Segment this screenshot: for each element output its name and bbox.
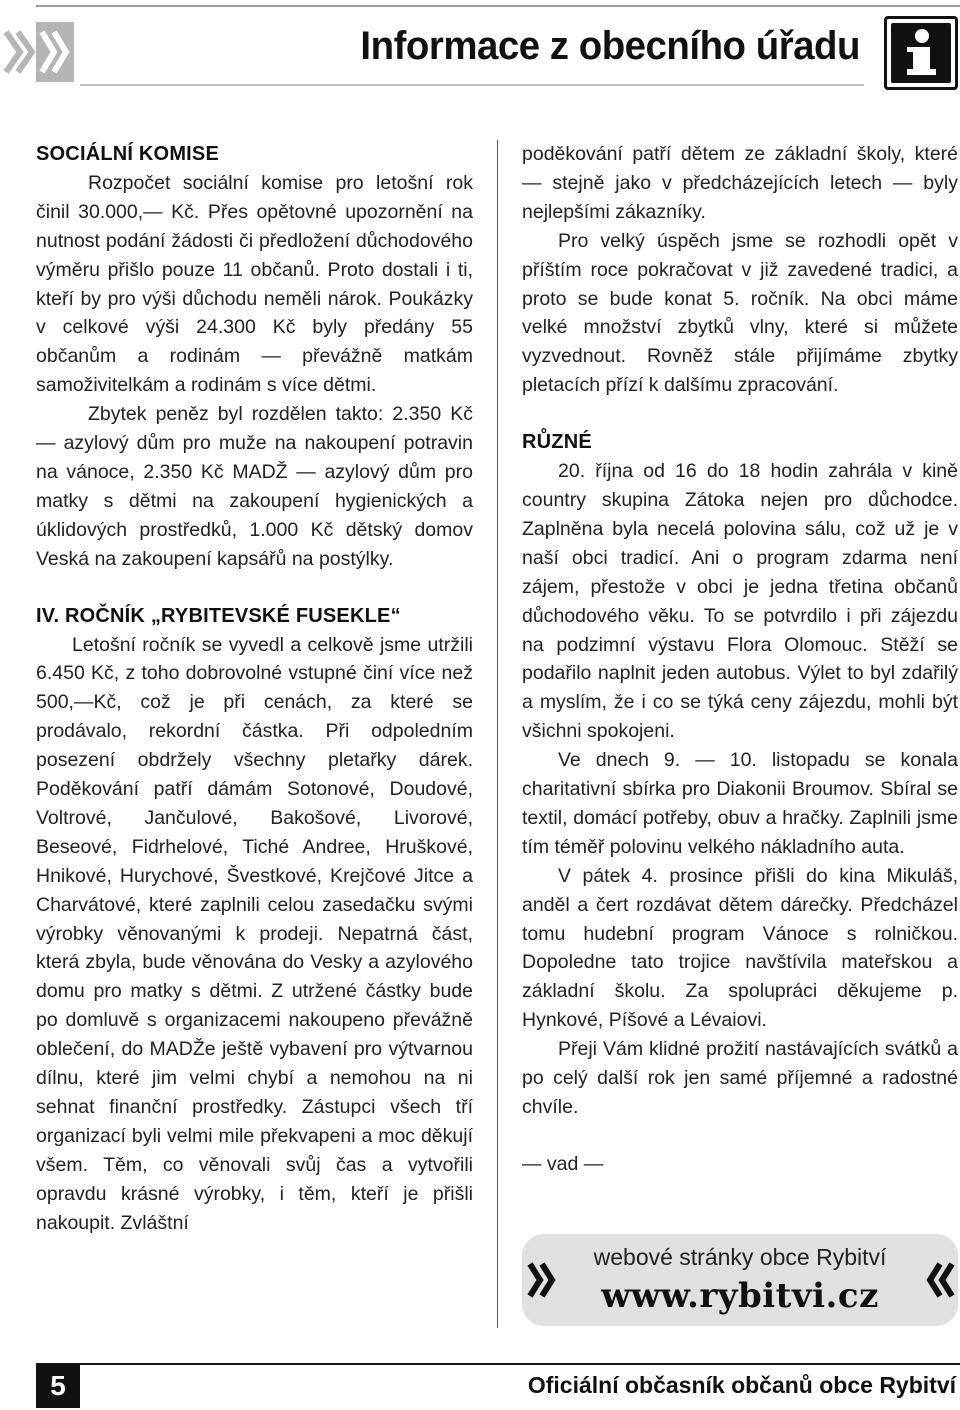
section-heading-social: SOCIÁLNÍ KOMISE — [36, 143, 220, 165]
website-label: webové stránky obce Rybitví — [593, 1244, 887, 1270]
paragraph: V pátek 4. prosince přišli do kina Mikuláš, anděl a čert rozdávat dětem dárečky. Předcházel tomu hudební program Vánoce s rolničkou. Dopoledne tato trojice navštívila mateřskou a základní školu. Za spolupráci děkujeme p. Hynkové, Píšové a Lévaiovi. — [522, 864, 958, 1032]
section-heading-fusekle: IV. ROČNÍK „RYBITEVSKÉ FUSEKLE“ — [36, 604, 401, 627]
paragraph: Letošní ročník se vyvedl a celkově jsme utržili 6.450 Kč, z toho dobrovolné vstupné činí více než 500,—Kč, což je při cenách, za které se prodávalo, rekordní částka. Při odpoledním posezení obdržely všechny pletařky dárek. Poděkování patří dámám Sotonové, Doudové, Voltrové, Jančulové, Bakošové, Livorové, Beseové, Fidrhelové, Tiché Andree, Hruškové, Hnikové, Hurychové, Švestkové, Krejčové Jitce a Charvátové, které zaplnili celou zasedačku svými výrobky věnovanými k prodeji. Nepatrná část, která zbyla, bude věnována do Vesky a azylového domu pro matky s dětmi. Z utržené částky bude po domluvě s organizacemi nakoupeno převážně oblečení, do MADŽe ještě vybavení pro výtvarnou dílnu, které jim velmi chybí a nemohou na ni sehnat finanční prostředky. Zástupci všech tří organizací byli velmi mile překvapeni a moc děkují všem. Těm, co věnovali svůj čas a vytvořili opravdu krásné výrobky, i těm, kteří je přišli nakoupit. Zvláštní — [36, 633, 473, 1234]
double-chevron-right-icon — [0, 22, 74, 82]
paragraph: Přeji Vám klidné prožití nastávajících svátků a po celý další rok jen samé příjemné a radostné chvíle. — [522, 1038, 958, 1118]
website-banner — [522, 1234, 958, 1326]
header-underline — [80, 84, 864, 86]
paragraph: Pro velký úspěch jsme se rozhodli opět v příštím roce pokračovat v již zavedené tradici, a proto se bude konat 5. ročník. Na obci máme velké množství zbytků vlny, které si můžete vyzvednout. Rovněž stále přijímáme zbytky pletacích přízí k dalšímu zpracování. — [522, 229, 958, 397]
website-url[interactable]: www.rybitvi.cz — [601, 1276, 879, 1316]
paragraph: 20. října od 16 do 18 hodin zahrála v kině country skupina Zátoka nejen pro důchodce. Zaplněna byla necelá polovina sálu, což už je v naší obci tradicí. Ani o program zdarma není zájem, přestože v obci je jedna třetina občanů důchodového věku. To se potvrdilo i při zájezdu na podzimní výstavu Flora Olomouc. Stěží se podařilo naplnit jeden autobus. Výlet to byl zdařilý a myslím, že i co se týká ceny zájezdu, mohli být všichni spokojeni. — [522, 460, 958, 743]
right-column — [522, 140, 958, 1179]
paragraph: poděkování patří dětem ze základní školy, které — stejně jako v předcházejících letech — byly nejlepšími zákazníky. — [522, 143, 958, 223]
info-icon — [884, 16, 958, 90]
left-column — [36, 140, 473, 1238]
top-rule — [36, 5, 960, 7]
section-heading-ruzne: RŮZNÉ — [522, 431, 592, 454]
paragraph: Rozpočet sociální komise pro letošní rok činil 30.000,— Kč. Přes opětovné upozornění na nutnost podání žádosti či předložení důchodového výměru přišlo pouze 11 občanů. Proto dostali i ti, kteří by pro výši důchodu neměli nárok. Poukázky v celkové výši 24.300 Kč byly předány 55 občanům a rodinám — převážně matkám samoživitelkám a rodinám s více dětmi. — [36, 171, 473, 397]
footer-publication-name: Oficiální občasník občanů obce Rybitví — [527, 1372, 956, 1398]
page-number: 5 — [36, 1364, 80, 1408]
column-divider — [497, 140, 498, 1328]
page-title: Informace z obecního úřadu — [360, 24, 860, 68]
paragraph: Ve dnech 9. — 10. listopadu se konala charitativní sbírka pro Diakonii Broumov. Sbíral se textil, domácí potřeby, obuv a hračky. Zaplnili jsme tím téměř polovinu velkého nákladního auta. — [522, 749, 958, 858]
signature: — vad — — [522, 1152, 604, 1175]
footer-rule — [36, 1363, 960, 1365]
paragraph: Zbytek peněz byl rozdělen takto: 2.350 Kč — azylový dům pro muže na nakoupení potravin na vánoce, 2.350 Kč MADŽ — azylový dům pro matky s dětmi na zakoupení hygienických a úklidových prostředků, 1.000 Kč dětský domov Veská na zakoupení kapsářů na postýlky. — [36, 403, 473, 570]
double-chevron-left-icon — [922, 1258, 956, 1302]
